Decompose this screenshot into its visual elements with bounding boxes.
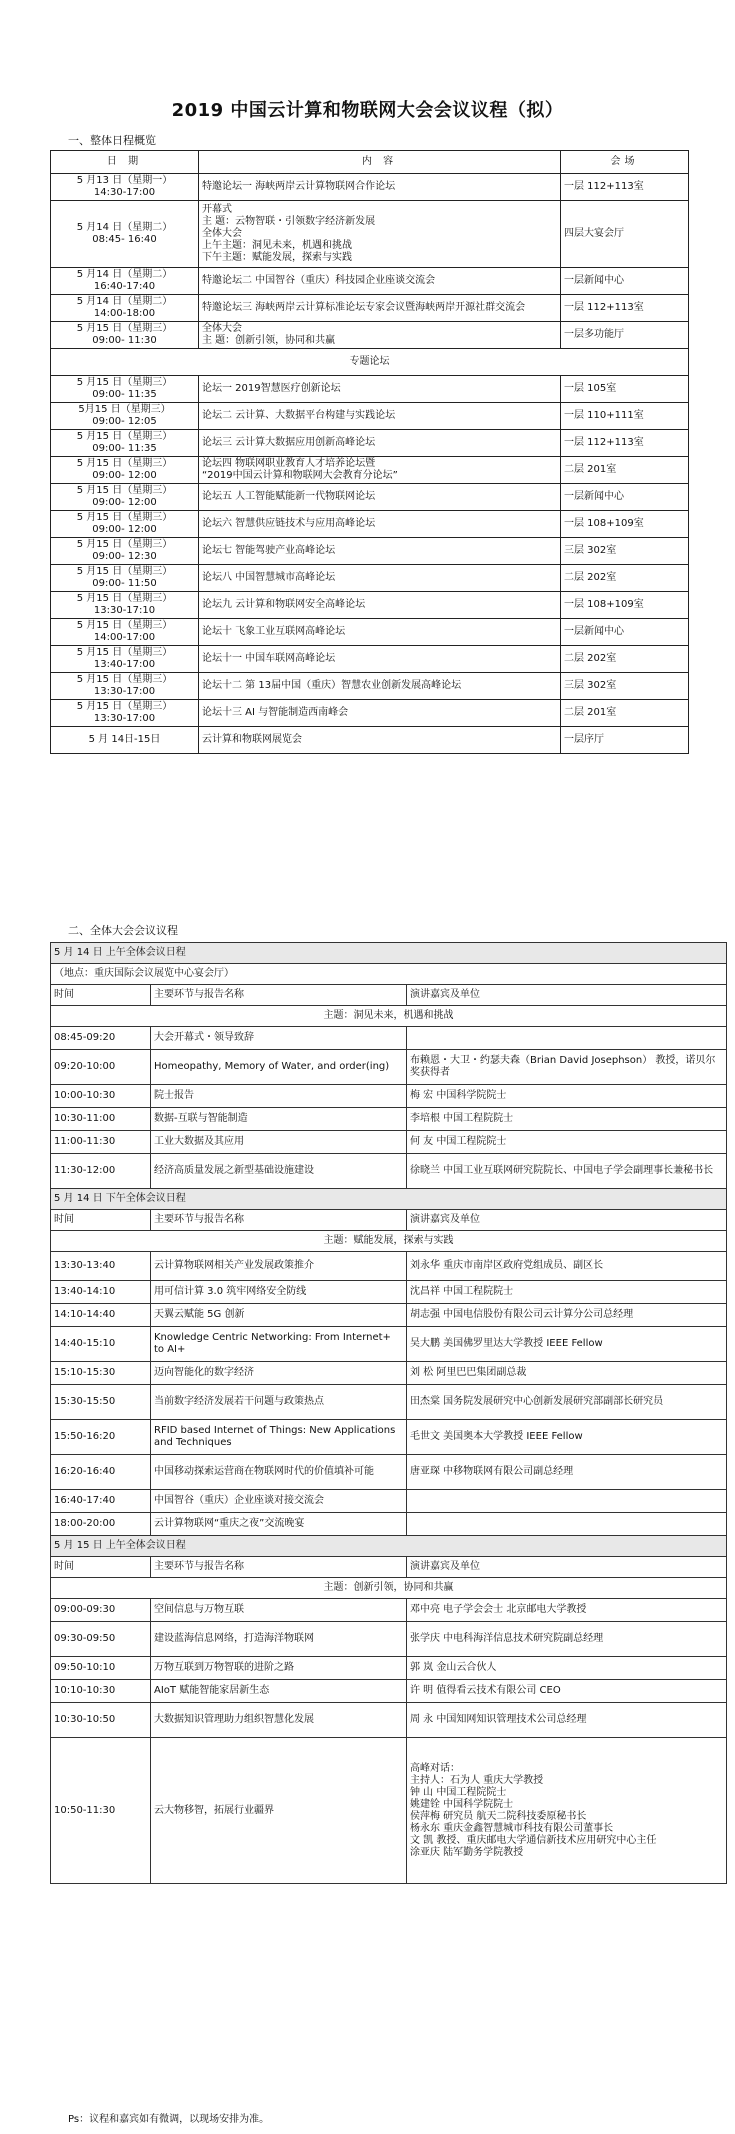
row-venue: 一层 108+109室 — [561, 592, 689, 619]
header-date: 日 期 — [51, 151, 199, 174]
agenda-topic: AIoT 赋能智能家居新生态 — [151, 1680, 407, 1703]
agenda-row — [51, 1131, 727, 1154]
row-venue: 三层 302室 — [561, 673, 689, 700]
panel-line: 主持人：石为人 重庆大学教授 — [410, 1774, 544, 1786]
agenda-row — [51, 1680, 727, 1703]
panel-line: 侯萍梅 研究员 航天二院科技委原秘书长 — [410, 1810, 587, 1822]
agenda-time: 14:40-15:10 — [51, 1327, 151, 1362]
agenda-time: 13:40-14:10 — [51, 1281, 151, 1304]
header-venue: 会场 — [561, 151, 689, 174]
block-title: 5 月 15 日 上午全体会议日程 — [51, 1536, 727, 1557]
agenda-topic: 空间信息与万物互联 — [151, 1599, 407, 1622]
overview-row — [51, 538, 689, 565]
column-header-row — [51, 1210, 727, 1231]
row-content: 论坛二 云计算、大数据平台构建与实践论坛 — [199, 403, 561, 430]
agenda-speaker: 毛世文 美国奥本大学教授 IEEE Fellow — [407, 1420, 727, 1455]
overview-row — [51, 430, 689, 457]
agenda-time: 10:30-10:50 — [51, 1703, 151, 1738]
row-venue: 四层大宴会厅 — [561, 201, 689, 268]
row-venue: 一层 110+111室 — [561, 403, 689, 430]
row-venue: 一层新闻中心 — [561, 268, 689, 295]
agenda-topic: 大会开幕式・领导致辞 — [151, 1027, 407, 1050]
row-venue: 二层 202室 — [561, 565, 689, 592]
agenda-row — [51, 1513, 727, 1536]
row-date: 5 月15 日（星期三） 09:00- 12:00 — [51, 484, 199, 511]
row-content: 论坛六 智慧供应链技术与应用高峰论坛 — [199, 511, 561, 538]
agenda-time: 08:45-09:20 — [51, 1027, 151, 1050]
agenda-row — [51, 1622, 727, 1657]
row-venue: 二层 202室 — [561, 646, 689, 673]
row-content: 论坛一 2019智慧医疗创新论坛 — [199, 376, 561, 403]
panel-line: 涂亚庆 陆军勤务学院教授 — [410, 1846, 524, 1858]
band-label: 专题论坛 — [51, 349, 689, 376]
agenda-time: 16:20-16:40 — [51, 1455, 151, 1490]
panel-line: 高峰对话： — [410, 1762, 460, 1774]
header-topic: 主要环节与报告名称 — [151, 1557, 407, 1578]
row-date: 5 月13 日（星期一） 14:30-17:00 — [51, 174, 199, 201]
row-venue: 二层 201室 — [561, 700, 689, 727]
overview-row — [51, 619, 689, 646]
row-date: 5 月15 日（星期三） 09:00- 11:30 — [51, 322, 199, 349]
agenda-speaker: 何 友 中国工程院院士 — [407, 1131, 727, 1154]
row-content: 论坛九 云计算和物联网安全高峰论坛 — [199, 592, 561, 619]
row-content: 全体大会 主 题：创新引领，协同和共赢 — [199, 322, 561, 349]
agenda-row — [51, 1385, 727, 1420]
agenda-speaker: 唐亚琛 中移物联网有限公司副总经理 — [407, 1455, 727, 1490]
agenda-time: 16:40-17:40 — [51, 1490, 151, 1513]
agenda-speaker: 胡志强 中国电信股份有限公司云计算分公司总经理 — [407, 1304, 727, 1327]
agenda-topic: RFID based Internet of Things: New Applications and Techniques — [151, 1420, 407, 1455]
agenda-row — [51, 1362, 727, 1385]
row-venue: 三层 302室 — [561, 538, 689, 565]
row-content: 论坛五 人工智能赋能新一代物联网论坛 — [199, 484, 561, 511]
agenda-row — [51, 1657, 727, 1680]
block-title: 5 月 14 日 下午全体会议日程 — [51, 1189, 727, 1210]
agenda-row — [51, 1252, 727, 1281]
panel-line: 杨永东 重庆金鑫智慧城市科技有限公司董事长 — [410, 1822, 614, 1834]
agenda-speaker: 吴大鹏 美国佛罗里达大学教授 IEEE Fellow — [407, 1327, 727, 1362]
agenda-speaker — [407, 1513, 727, 1536]
agenda-row — [51, 1599, 727, 1622]
agenda-speaker: 田杰棠 国务院发展研究中心创新发展研究部副部长研究员 — [407, 1385, 727, 1420]
agenda-time: 10:10-10:30 — [51, 1680, 151, 1703]
row-venue: 一层 112+113室 — [561, 174, 689, 201]
overview-row — [51, 700, 689, 727]
agenda-speaker: 邓中亮 电子学会会士 北京邮电大学教授 — [407, 1599, 727, 1622]
section-2-heading: 二、全体大会会议议程 — [68, 924, 178, 937]
row-content: 论坛十三 AI 与智能制造西南峰会 — [199, 700, 561, 727]
row-content: 云计算和物联网展览会 — [199, 727, 561, 754]
agenda-row — [51, 1703, 727, 1738]
header-time: 时间 — [51, 1557, 151, 1578]
agenda-topic: 建设蓝海信息网络，打造海洋物联网 — [151, 1622, 407, 1657]
row-date: 5 月15 日（星期三） 13:30-17:10 — [51, 592, 199, 619]
overview-table — [50, 150, 689, 754]
agenda-time: 09:30-09:50 — [51, 1622, 151, 1657]
agenda-topic: 大数据知识管理助力组织智慧化发展 — [151, 1703, 407, 1738]
overview-row — [51, 174, 689, 201]
row-venue: 一层序厅 — [561, 727, 689, 754]
theme-label: 主题：洞见未来，机遇和挑战 — [51, 1006, 727, 1027]
agenda-speaker: 李培根 中国工程院院士 — [407, 1108, 727, 1131]
agenda-topic: 天翼云赋能 5G 创新 — [151, 1304, 407, 1327]
overview-row — [51, 376, 689, 403]
overview-row — [51, 201, 689, 268]
row-content: 论坛十一 中国车联网高峰论坛 — [199, 646, 561, 673]
overview-row — [51, 727, 689, 754]
header-speaker: 演讲嘉宾及单位 — [407, 1557, 727, 1578]
agenda-speaker: 刘永华 重庆市南岸区政府党组成员、副区长 — [407, 1252, 727, 1281]
row-content: 论坛十二 第 13届中国（重庆）智慧农业创新发展高峰论坛 — [199, 673, 561, 700]
block-title-row — [51, 1536, 727, 1557]
agenda-topic: 中国移动探索运营商在物联网时代的价值填补可能 — [151, 1455, 407, 1490]
agenda-time: 15:30-15:50 — [51, 1385, 151, 1420]
agenda-row — [51, 1085, 727, 1108]
agenda-row — [51, 1050, 727, 1085]
agenda-topic: 云计算物联网相关产业发展政策推介 — [151, 1252, 407, 1281]
agenda-row — [51, 1108, 727, 1131]
agenda-topic: 万物互联到万物智联的进阶之路 — [151, 1657, 407, 1680]
agenda-time: 10:30-11:00 — [51, 1108, 151, 1131]
header-topic: 主要环节与报告名称 — [151, 985, 407, 1006]
agenda-row — [51, 1455, 727, 1490]
agenda-row — [51, 1304, 727, 1327]
agenda-time: 10:00-10:30 — [51, 1085, 151, 1108]
row-content: 论坛十 飞象工业互联网高峰论坛 — [199, 619, 561, 646]
row-venue: 一层 112+113室 — [561, 295, 689, 322]
overview-row — [51, 295, 689, 322]
overview-band-row — [51, 349, 689, 376]
panel-speakers — [407, 1738, 727, 1884]
agenda-topic: 当前数字经济发展若干问题与政策热点 — [151, 1385, 407, 1420]
agenda-speaker — [407, 1490, 727, 1513]
theme-label: 主题：创新引领，协同和共赢 — [51, 1578, 727, 1599]
row-venue: 一层新闻中心 — [561, 484, 689, 511]
agenda-topic: 云计算物联网“重庆之夜”交流晚宴 — [151, 1513, 407, 1536]
location-note-row — [51, 964, 727, 985]
agenda-time: 11:30-12:00 — [51, 1154, 151, 1189]
agenda-topic: 工业大数据及其应用 — [151, 1131, 407, 1154]
page-title: 2019 中国云计算和物联网大会会议议程（拟） — [171, 100, 564, 121]
row-date: 5 月15 日（星期三） 14:00-17:00 — [51, 619, 199, 646]
agenda-topic: 数据-互联与智能制造 — [151, 1108, 407, 1131]
row-date: 5 月15 日（星期三） 09:00- 11:50 — [51, 565, 199, 592]
agenda-time: 10:50-11:30 — [51, 1738, 151, 1884]
panel-line: 钟 山 中国工程院院士 — [410, 1786, 507, 1798]
agenda-row — [51, 1154, 727, 1189]
agenda-topic: Knowledge Centric Networking: From Internet+ to AI+ — [151, 1327, 407, 1362]
agenda-topic: 用可信计算 3.0 筑牢网络安全防线 — [151, 1281, 407, 1304]
agenda-row — [51, 1027, 727, 1050]
theme-label: 主题：赋能发展，探索与实践 — [51, 1231, 727, 1252]
agenda-topic: 中国智谷（重庆）企业座谈对接交流会 — [151, 1490, 407, 1513]
section-1-heading: 一、整体日程概览 — [68, 134, 156, 147]
row-content: 开幕式 主 题：云物智联・引领数字经济新发展 全体大会 上午主题：洞见未来，机遇和挑战 下午主题：赋能发展，探索与实践 — [199, 201, 561, 268]
agenda-topic: 经济高质量发展之新型基础设施建设 — [151, 1154, 407, 1189]
row-venue: 一层多功能厅 — [561, 322, 689, 349]
theme-label-row — [51, 1231, 727, 1252]
panel-line: 文 凯 教授、重庆邮电大学通信新技术应用研究中心主任 — [410, 1834, 657, 1846]
agenda-speaker: 刘 松 阿里巴巴集团副总裁 — [407, 1362, 727, 1385]
agenda-topic: 云大物移智，拓展行业疆界 — [151, 1738, 407, 1884]
column-header-row — [51, 985, 727, 1006]
column-header-row — [51, 1557, 727, 1578]
header-time: 时间 — [51, 1210, 151, 1231]
row-date: 5 月15 日（星期三） 09:00- 11:35 — [51, 376, 199, 403]
theme-label-row — [51, 1578, 727, 1599]
row-venue: 二层 201室 — [561, 457, 689, 484]
agenda-speaker: 布赖恩・大卫・约瑟夫森（Brian David Josephson） 教授，诺贝尔奖获得者 — [407, 1050, 727, 1085]
overview-row — [51, 565, 689, 592]
row-date: 5 月15 日（星期三） 09:00- 12:00 — [51, 457, 199, 484]
agenda-row — [51, 1420, 727, 1455]
block-title: 5 月 14 日 上午全体会议日程 — [51, 943, 727, 964]
row-venue: 一层 112+113室 — [561, 430, 689, 457]
header-speaker: 演讲嘉宾及单位 — [407, 985, 727, 1006]
overview-row — [51, 673, 689, 700]
row-date: 5 月14 日（星期二） 08:45- 16:40 — [51, 201, 199, 268]
panel-line: 姚建铨 中国科学院院士 — [410, 1798, 514, 1810]
row-date: 5 月14 日（星期二） 16:40-17:40 — [51, 268, 199, 295]
row-venue: 一层 108+109室 — [561, 511, 689, 538]
block-title-row — [51, 943, 727, 964]
row-date: 5 月15 日（星期三） 09:00- 11:35 — [51, 430, 199, 457]
agenda-speaker: 周 永 中国知网知识管理技术公司总经理 — [407, 1703, 727, 1738]
row-content: 论坛八 中国智慧城市高峰论坛 — [199, 565, 561, 592]
agenda-time: 09:20-10:00 — [51, 1050, 151, 1085]
footnote: Ps：议程和嘉宾如有微调，以现场安排为准。 — [68, 2114, 270, 2125]
row-content: 论坛四 物联网职业教育人才培养论坛暨 “2019中国云计算和物联网大会教育分论坛” — [199, 457, 561, 484]
block-title-row — [51, 1189, 727, 1210]
agenda-speaker: 郭 岚 金山云合伙人 — [407, 1657, 727, 1680]
row-date: 5 月15 日（星期三） 13:30-17:00 — [51, 673, 199, 700]
overview-row — [51, 322, 689, 349]
overview-header-row — [51, 151, 689, 174]
agenda-topic: 迈向智能化的数字经济 — [151, 1362, 407, 1385]
agenda-time: 18:00-20:00 — [51, 1513, 151, 1536]
header-time: 时间 — [51, 985, 151, 1006]
header-content: 内 容 — [199, 151, 561, 174]
overview-row — [51, 457, 689, 484]
row-content: 论坛三 云计算大数据应用创新高峰论坛 — [199, 430, 561, 457]
overview-row — [51, 403, 689, 430]
row-content: 特邀论坛二 中国智谷（重庆）科技园企业座谈交流会 — [199, 268, 561, 295]
agenda-time: 15:50-16:20 — [51, 1420, 151, 1455]
agenda-time: 15:10-15:30 — [51, 1362, 151, 1385]
agenda-time: 11:00-11:30 — [51, 1131, 151, 1154]
location-note: （地点：重庆国际会议展览中心宴会厅） — [51, 964, 727, 985]
row-venue: 一层新闻中心 — [561, 619, 689, 646]
agenda-speaker: 徐晓兰 中国工业互联网研究院院长、中国电子学会副理事长兼秘书长 — [407, 1154, 727, 1189]
agenda-row — [51, 1327, 727, 1362]
row-date: 5 月15 日（星期三） 13:30-17:00 — [51, 700, 199, 727]
row-content: 特邀论坛三 海峡两岸云计算标准论坛专家会议暨海峡两岸开源社群交流会 — [199, 295, 561, 322]
row-date: 5 月15 日（星期三） 09:00- 12:00 — [51, 511, 199, 538]
panel-row — [51, 1738, 727, 1884]
agenda-row — [51, 1490, 727, 1513]
overview-row — [51, 268, 689, 295]
row-date: 5 月15 日（星期三） 13:40-17:00 — [51, 646, 199, 673]
overview-row — [51, 484, 689, 511]
agenda-topic: 院士报告 — [151, 1085, 407, 1108]
row-content: 论坛七 智能驾驶产业高峰论坛 — [199, 538, 561, 565]
agenda-time: 09:50-10:10 — [51, 1657, 151, 1680]
header-speaker: 演讲嘉宾及单位 — [407, 1210, 727, 1231]
row-date: 5 月15 日（星期三） 09:00- 12:30 — [51, 538, 199, 565]
agenda-time: 14:10-14:40 — [51, 1304, 151, 1327]
plenary-table — [50, 942, 727, 1884]
agenda-speaker — [407, 1027, 727, 1050]
agenda-time: 09:00-09:30 — [51, 1599, 151, 1622]
row-date: 5 月14 日（星期二） 14:00-18:00 — [51, 295, 199, 322]
theme-label-row — [51, 1006, 727, 1027]
agenda-row — [51, 1281, 727, 1304]
row-content: 特邀论坛一 海峡两岸云计算物联网合作论坛 — [199, 174, 561, 201]
header-topic: 主要环节与报告名称 — [151, 1210, 407, 1231]
row-date: 5 月 14日-15日 — [51, 727, 199, 754]
overview-row — [51, 646, 689, 673]
row-venue: 一层 105室 — [561, 376, 689, 403]
agenda-speaker: 梅 宏 中国科学院院士 — [407, 1085, 727, 1108]
agenda-speaker: 许 明 值得看云技术有限公司 CEO — [407, 1680, 727, 1703]
agenda-speaker: 张学庆 中电科海洋信息技术研究院副总经理 — [407, 1622, 727, 1657]
overview-row — [51, 511, 689, 538]
agenda-time: 13:30-13:40 — [51, 1252, 151, 1281]
row-date: 5月15 日（星期三） 09:00- 12:05 — [51, 403, 199, 430]
agenda-topic: Homeopathy, Memory of Water, and order(ing) — [151, 1050, 407, 1085]
agenda-speaker: 沈昌祥 中国工程院院士 — [407, 1281, 727, 1304]
overview-row — [51, 592, 689, 619]
